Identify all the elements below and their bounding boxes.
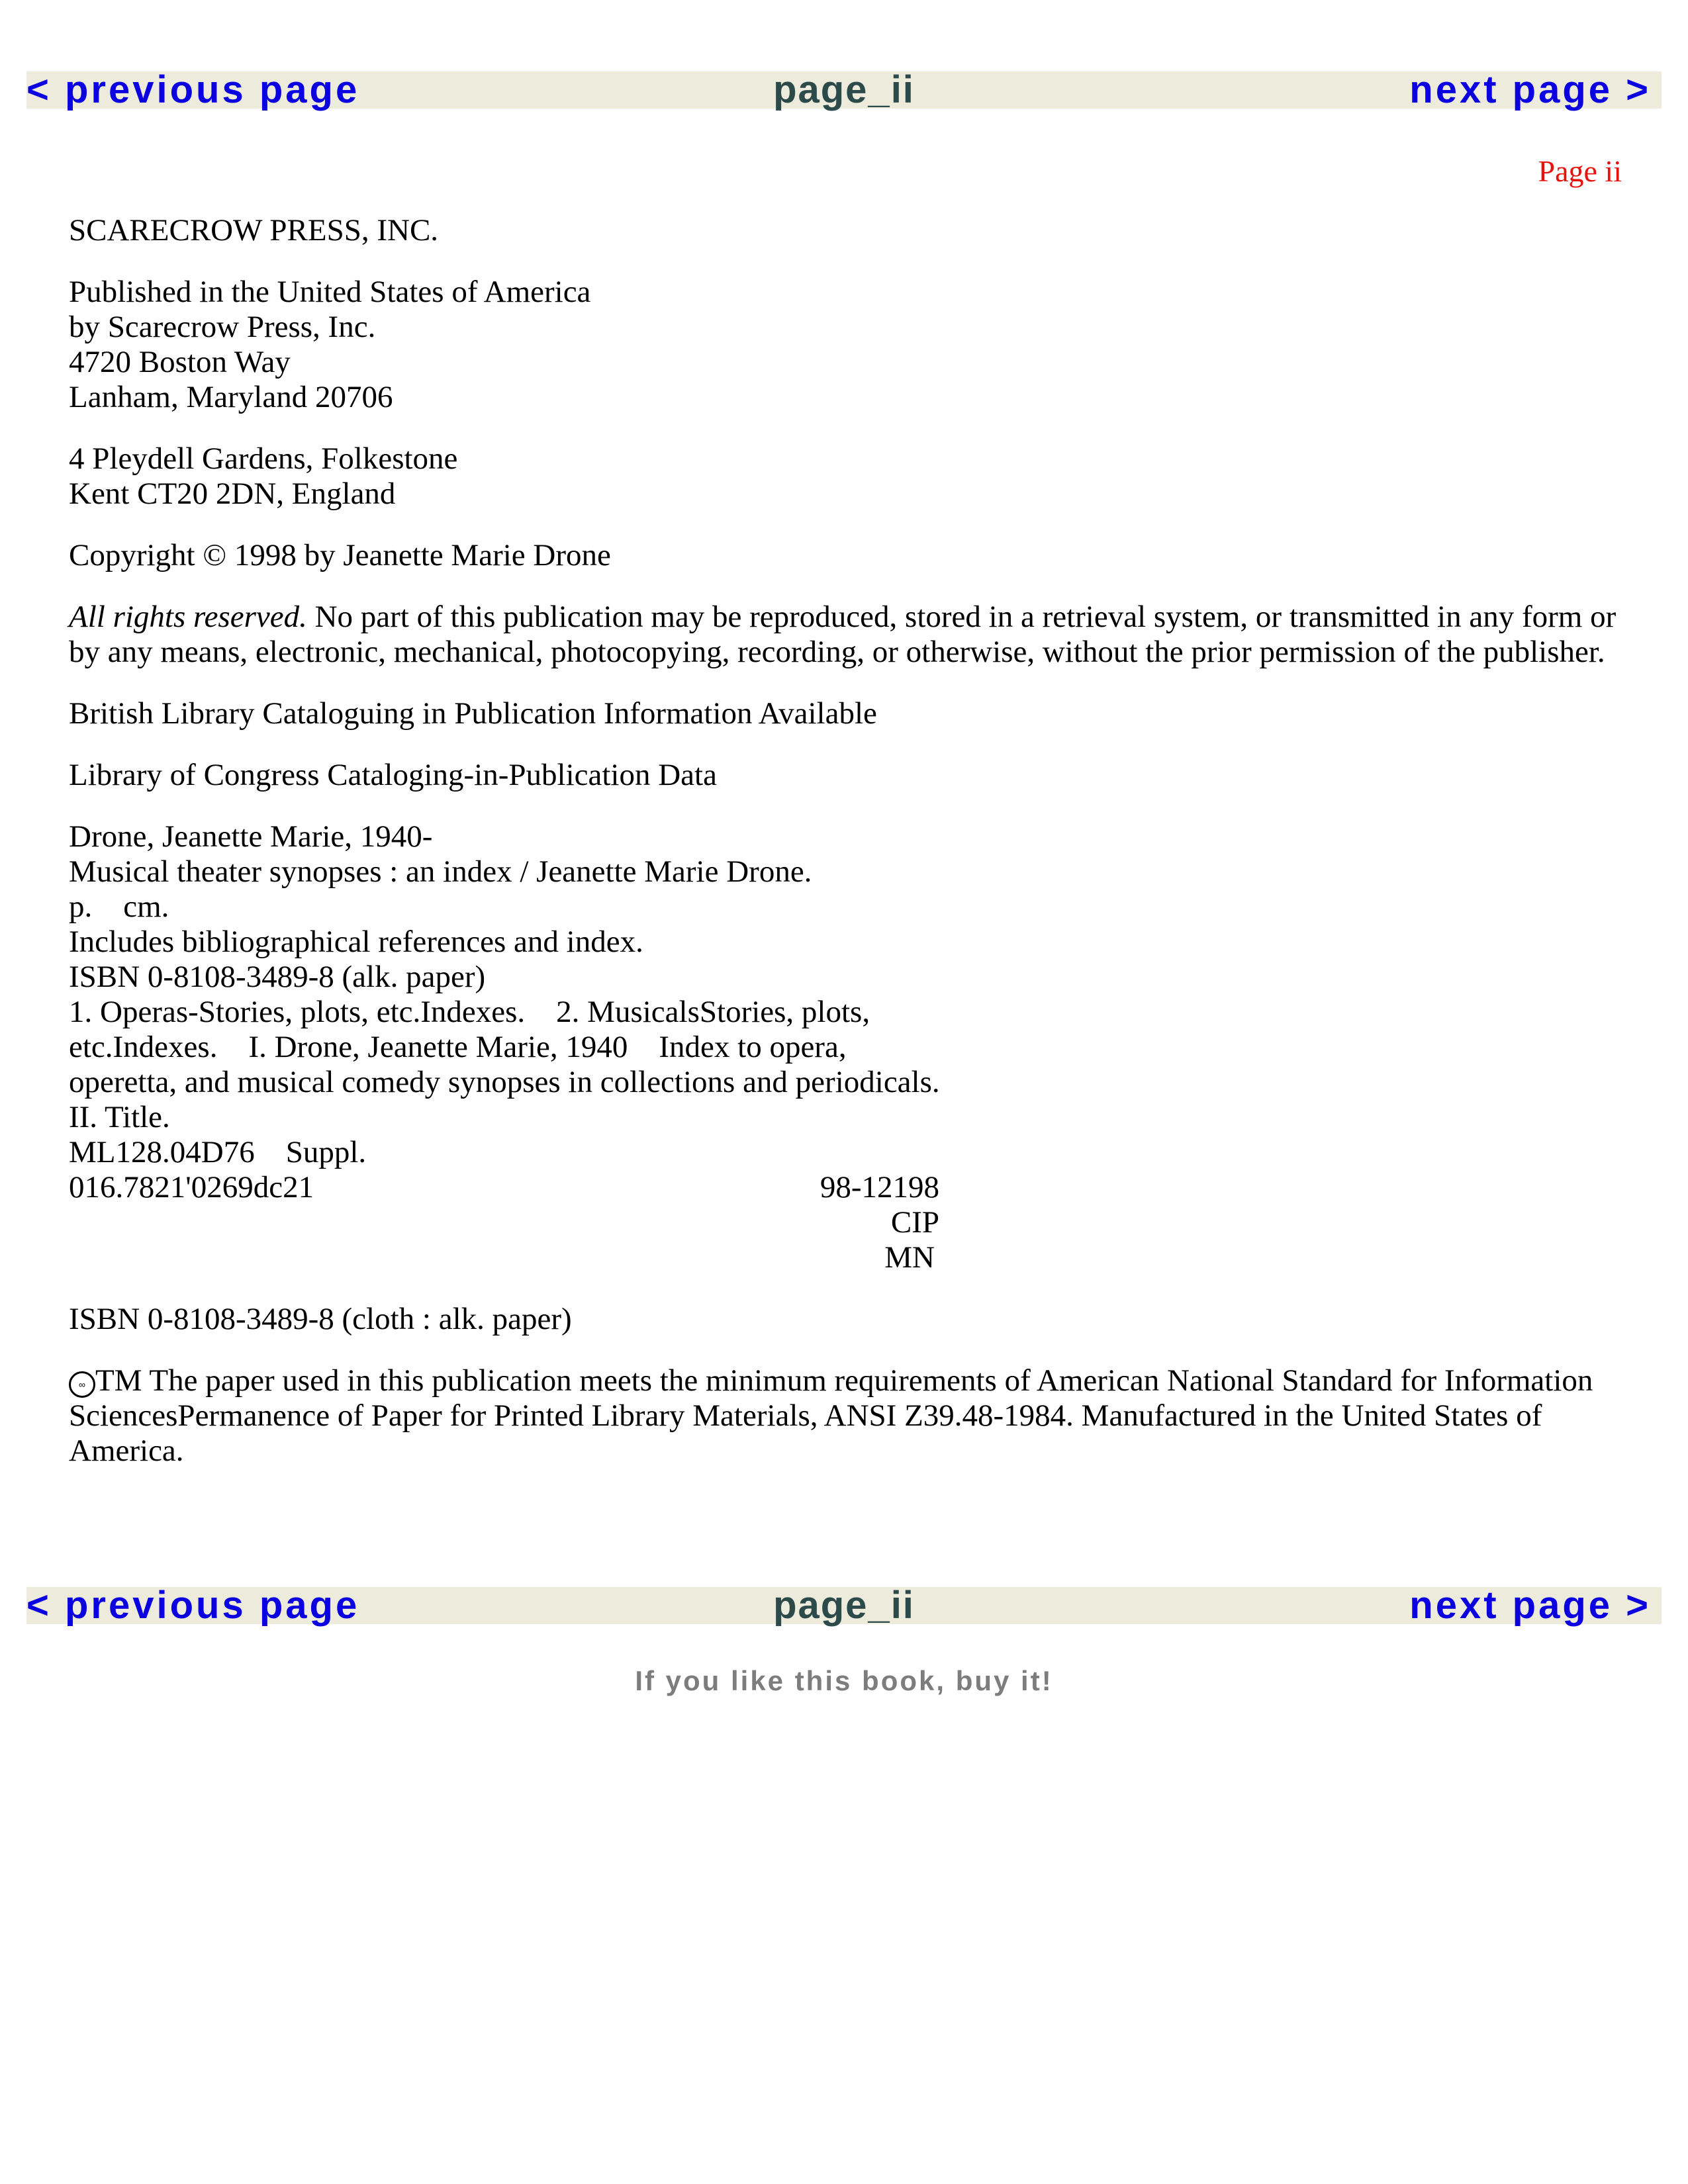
cip-line: etc.Indexes. I. Drone, Jeanette Marie, 1940 Index to opera, [69, 1030, 847, 1064]
publisher-name: SCARECROW PRESS, INC. [69, 213, 439, 248]
address-line: 4720 Boston Way [69, 345, 291, 379]
isbn-cloth: ISBN 0-8108-3489-8 (cloth : alk. paper) [69, 1302, 572, 1336]
next-page-link[interactable]: next page > [1409, 68, 1651, 111]
cip-line: operetta, and musical comedy synopses in collections and periodicals. [69, 1065, 940, 1099]
cip-line: ISBN 0-8108-3489-8 (alk. paper) [69, 960, 486, 994]
page-marker: Page ii [1538, 154, 1622, 188]
mn-mark: MN [884, 1240, 935, 1275]
next-page-link[interactable]: next page > [1409, 1584, 1651, 1627]
cip-line: Musical theater synopses : an index / Jeanette Marie Drone. [69, 854, 812, 889]
permanent-paper-icon: ∞ [69, 1371, 95, 1398]
top-navigation-bar [26, 68, 1662, 111]
publisher-address [69, 275, 1631, 415]
cip-mark: CIP [890, 1205, 939, 1240]
copyright-notice: Copyright © 1998 by Jeanette Marie Drone [69, 538, 611, 572]
paper-permanence-note [69, 1363, 1631, 1469]
cip-line: II. Title. [69, 1100, 170, 1134]
uk-address [69, 441, 1631, 512]
address-line: Published in the United States of America [69, 275, 591, 309]
rights-statement [69, 600, 1631, 670]
cip-mark-row [69, 1205, 1631, 1240]
paper-note-text: The paper used in this publication meets the minimum requirements of American National Standard for Information SciencesPermanence of Paper for Printed Library Materials, ANSI Z39.48-1984. Manufactured in the United States of America. [69, 1363, 1593, 1468]
cip-line: 1. Operas-Stories, plots, etc.Indexes. 2. MusicalsStories, plots, [69, 995, 870, 1029]
cip-line: Includes bibliographical references and index. [69, 925, 643, 959]
british-library-note: British Library Cataloguing in Publication Information Available [69, 696, 877, 731]
rights-text: No part of this publication may be reproduced, stored in a retrieval system, or transmitted in any form or by any means, electronic, mechanical, photocopying, recording, or otherwise, without the prior permission of the publisher. [69, 600, 1617, 669]
page-id-label: page_ii [773, 1584, 915, 1627]
mn-mark-row [69, 1240, 1631, 1275]
loc-heading: Library of Congress Cataloging-in-Publication Data [69, 758, 717, 792]
cip-line: ML128.04D76 Suppl. [69, 1135, 367, 1169]
address-line: 4 Pleydell Gardens, Folkestone [69, 441, 458, 476]
cip-line-text: p. cm. [69, 889, 169, 924]
previous-page-link[interactable]: < previous page [26, 1584, 360, 1627]
lccn-number: 98-12198 [820, 1170, 939, 1205]
buy-book-message: If you like this book, buy it! [635, 1665, 1053, 1696]
previous-page-link[interactable]: < previous page [26, 68, 360, 111]
class-number: 016.7821'0269dc21 [69, 1170, 314, 1205]
address-line: Lanham, Maryland 20706 [69, 380, 393, 414]
address-line: Kent CT20 2DN, England [69, 477, 396, 511]
cip-line [69, 889, 1631, 925]
classification-row [69, 1170, 1631, 1205]
bottom-navigation-bar [26, 1584, 1662, 1627]
page-id-label: page_ii [773, 68, 915, 111]
trademark-label: TM [95, 1363, 142, 1398]
cip-data-block [69, 819, 1631, 1275]
address-line: by Scarecrow Press, Inc. [69, 310, 376, 344]
copyright-page-content [69, 213, 1631, 1495]
cip-line: Drone, Jeanette Marie, 1940- [69, 819, 433, 854]
rights-reserved-italic: All rights reserved. [69, 600, 307, 634]
